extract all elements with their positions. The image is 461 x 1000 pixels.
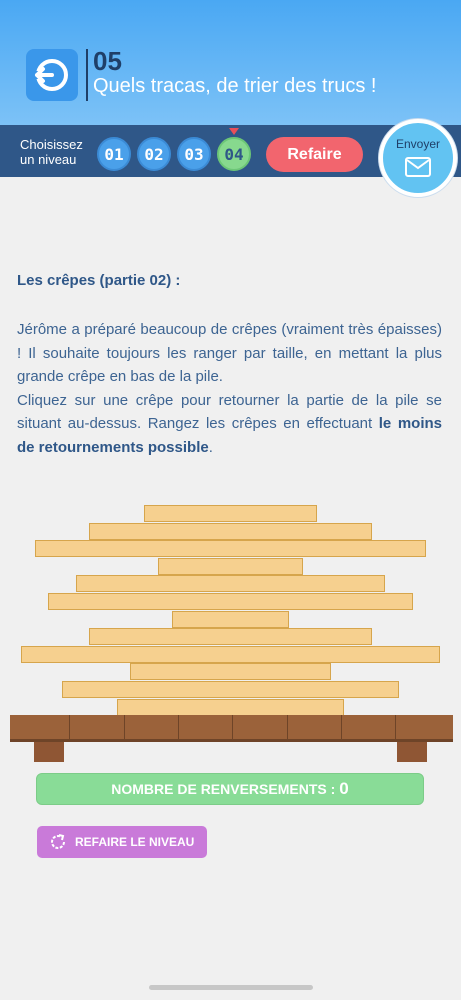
- refresh-icon: [49, 833, 67, 851]
- send-label: Envoyer: [395, 137, 441, 151]
- plank-divider: [395, 715, 396, 742]
- plate-leg-right: [397, 742, 427, 762]
- crepe-size-13[interactable]: [35, 540, 427, 557]
- home-indicator: [149, 985, 313, 990]
- level-button-01[interactable]: 01: [97, 137, 131, 171]
- crepe-size-6[interactable]: [130, 663, 330, 680]
- plank-divider: [341, 715, 342, 742]
- redo-button[interactable]: Refaire: [266, 137, 363, 172]
- crepe-size-3[interactable]: [172, 611, 290, 628]
- puzzle-subtitle: Les crêpes (partie 02) :: [17, 272, 181, 289]
- choose-level-line2: un niveau: [20, 152, 77, 167]
- crepe-size-11[interactable]: [62, 681, 399, 698]
- description-emphasis: le moins de retournements possible: [17, 415, 442, 456]
- crepe-size-14[interactable]: [21, 646, 440, 663]
- crepe-size-12[interactable]: [48, 593, 412, 610]
- plank-divider: [287, 715, 288, 742]
- level-title: Quels tracas, de trier des trucs !: [93, 75, 377, 97]
- crepe-size-7[interactable]: [117, 699, 344, 716]
- description-paragraph-1: Jérôme a préparé beaucoup de crêpes (vraiment très épaisses) ! Il souhaite toujours les ranger par taille, en mettant la plus grande crêpe en bas de la pile.: [17, 321, 442, 385]
- plate-leg-left: [34, 742, 64, 762]
- level-number: 05: [93, 46, 122, 76]
- level-button-04[interactable]: 04: [217, 137, 251, 171]
- description-end: .: [208, 438, 213, 456]
- crepe-size-4[interactable]: [158, 558, 303, 575]
- crepe-size-9[interactable]: [89, 523, 371, 540]
- replay-level-button[interactable]: [37, 826, 207, 858]
- crepe-size-10[interactable]: [76, 575, 386, 592]
- flip-counter: [36, 773, 424, 805]
- plank-divider: [124, 715, 125, 742]
- crepe-size-5[interactable]: [144, 505, 317, 522]
- flip-counter-label: NOMBRE DE RENVERSEMENTS :: [111, 781, 336, 797]
- level-button-03[interactable]: 03: [177, 137, 211, 171]
- plank-divider: [69, 715, 70, 742]
- level-button-02[interactable]: 02: [137, 137, 171, 171]
- crepe-size-9[interactable]: [89, 628, 371, 645]
- plank-divider: [178, 715, 179, 742]
- flip-counter-value: 0: [339, 779, 349, 798]
- choose-level-line1: Choisissez: [20, 137, 83, 152]
- replay-level-label: REFAIRE LE NIVEAU: [75, 835, 195, 849]
- plank-divider: [232, 715, 233, 742]
- description-text: Cliquez sur une crêpe pour retourner la partie de la pile se situant au-dessus. Rangez les crêpes en effectuant: [17, 391, 442, 432]
